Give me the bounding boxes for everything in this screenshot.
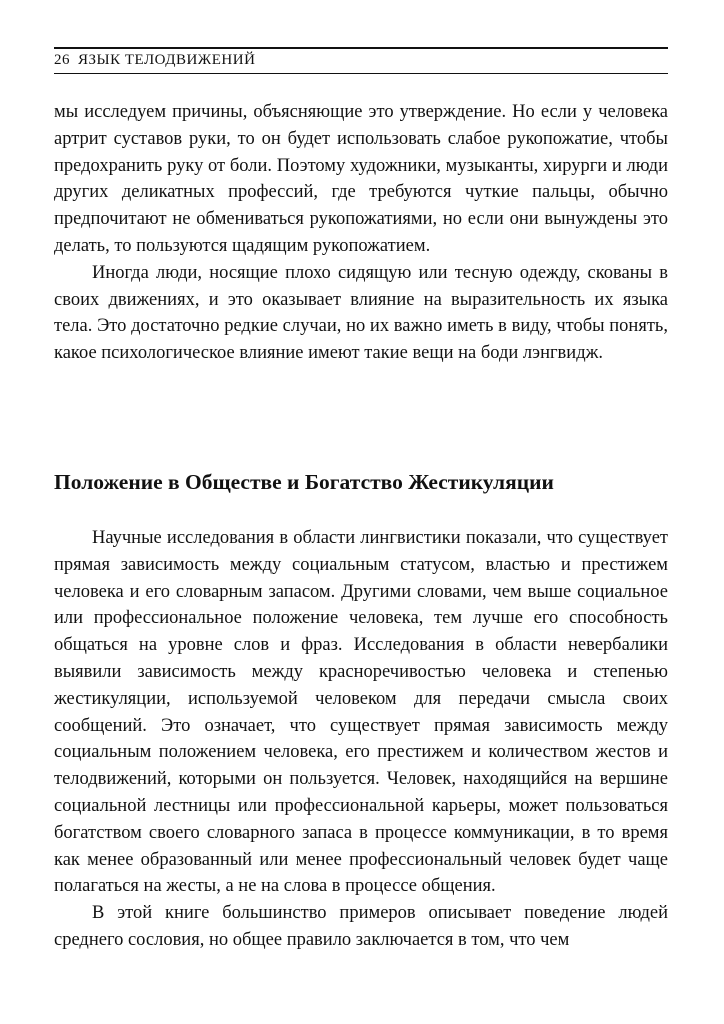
paragraph-continuation: мы исследуем причины, объясняющие это утверждение. Но если у человека артрит суставов руки, то он будет использовать слабое рукопожатие, чтобы предохранить руку от боли. Поэтому художники, музыканты, хирурги и люди других деликатных профессий, где требуются чуткие пальцы, обычно предпочитают не обмениваться рукопожатиями, но если они вынуждены это делать, то пользуются щадящим рукопожатием.: [54, 102, 668, 256]
section-2-text: [54, 525, 668, 954]
paragraph-examples: В этой книге большинство примеров описывает поведение людей среднего сословия, но общее правило заключается в том, что чем: [54, 903, 668, 950]
section-1-text: [54, 99, 668, 367]
running-title: ЯЗЫК ТЕЛОДВИЖЕНИЙ: [78, 52, 256, 68]
header-rule-bottom: [54, 73, 668, 74]
running-head: [54, 52, 668, 74]
paragraph-research: Научные исследования в области лингвистики показали, что существует прямая зависимость между социальным статусом, властью и престижем человека и его словарным запасом. Другими словами, чем выше социальное или профессиональное положение человека, тем лучше его способность общаться на уровне слов и фраз. Исследования в области невербалики выявили зависимость между красноречивостью человека и степенью жестикуляции, используемой человеком для передачи смысла своих сообщений. Это означает, что существует прямая зависимость между социальным положением человека, его престижем и количеством жестов и телодвижений, которыми он пользуется. Человек, находящийся на вершине социальной лестницы или профессиональной карьеры, может пользоваться богатством своего словарного запаса в процессе коммуникации, в то время как менее образованный или менее профессиональный человек будет чаще полагаться на жесты, а не на слова в процессе общения.: [54, 528, 668, 897]
header-rule-top: [54, 47, 668, 49]
paragraph-clothing: Иногда люди, носящие плохо сидящую или тесную одежду, скованы в своих движениях, и это оказывает влияние на выразительность их языка тела. Это достаточно редкие случаи, но их важно иметь в виду, чтобы понять, какое психологическое влияние имеют такие вещи на боди лэнгвидж.: [54, 262, 668, 364]
section-heading: Положение в Обществе и Богатство Жестикуляции: [54, 470, 554, 494]
page-number: 26: [54, 52, 70, 68]
